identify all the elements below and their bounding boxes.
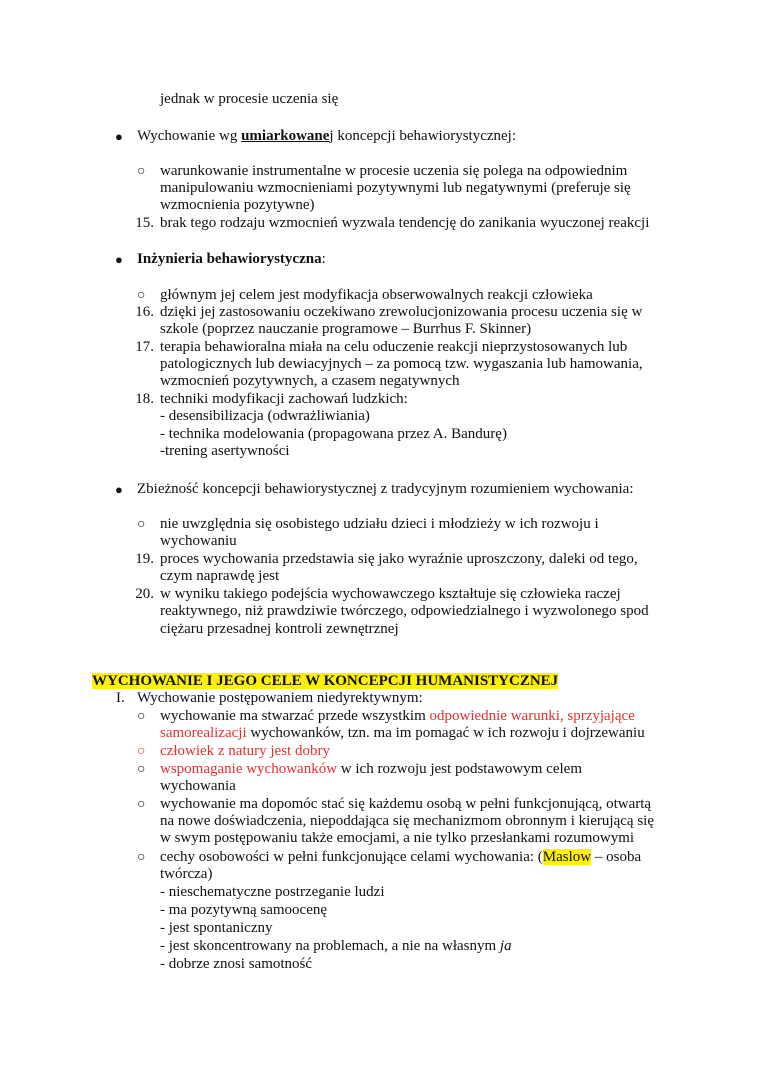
list-item: w wyniku takiego podejścia wychowawczego kształtuje się człowieka raczej	[160, 586, 621, 602]
list-item: człowiek z natury jest dobry	[160, 743, 330, 759]
list-item: wychowaniu	[160, 533, 237, 549]
subheading: Wychowanie postępowaniem niedyrektywnym:	[137, 690, 423, 706]
bullet-icon: ●	[115, 129, 123, 144]
continuation-line: jednak w procesie uczenia się	[160, 91, 339, 107]
list-item: wychowanie ma dopomóc stać się każdemu osobą w pełni funkcjonującą, otwartą	[160, 796, 652, 812]
list-item: - ma pozytywną samoocenę	[160, 902, 328, 918]
list-item: cechy osobowości w pełni funkcjonujące celami wychowania: (Maslow – osoba	[160, 849, 642, 865]
list-number: 19.	[135, 551, 154, 567]
list-item: wzmocnienia pozytywne)	[160, 197, 315, 213]
section-heading: Wychowanie wg umiarkowanej koncepcji behawiorystycznej:	[137, 128, 517, 144]
list-item: patologicznych lub dewiacyjnych – za pomocą tzw. wygaszania lub hamowania,	[160, 356, 643, 372]
circle-bullet-icon: ○	[137, 288, 146, 303]
list-item: -trening asertywności	[160, 443, 290, 459]
list-item: wspomaganie wychowanków w ich rozwoju jest podstawowym celem	[160, 761, 582, 777]
list-item: brak tego rodzaju wzmocnień wyzwala tendencję do zanikania wyuczonej reakcji	[160, 215, 650, 231]
list-item: samorealizacji wychowanków, tzn. ma im pomagać w ich rozwoju i dojrzewaniu	[160, 725, 645, 741]
list-item: głównym jej celem jest modyfikacja obserwowalnych reakcji człowieka	[160, 287, 593, 303]
list-number: 17.	[135, 339, 154, 355]
list-item: szkole (poprzez nauczanie programowe – Burrhus F. Skinner)	[160, 321, 532, 337]
list-number: 20.	[135, 586, 154, 602]
list-item: - desensibilizacja (odwrażliwiania)	[160, 408, 370, 424]
list-item: techniki modyfikacji zachowań ludzkich:	[160, 391, 408, 407]
circle-bullet-icon: ○	[137, 762, 146, 777]
bullet-icon: ●	[115, 252, 123, 267]
list-item: dzięki jej zastosowaniu oczekiwano zrewolucjonizowania procesu uczenia się w	[160, 304, 643, 320]
circle-bullet-icon: ○	[137, 744, 146, 759]
circle-bullet-icon: ○	[137, 797, 146, 812]
list-item: proces wychowania przedstawia się jako wyraźnie uproszczony, daleki od tego,	[160, 551, 638, 567]
roman-numeral: I.	[116, 690, 125, 706]
list-item: - technika modelowania (propagowana przez A. Bandurę)	[160, 426, 507, 442]
section-heading: Inżynieria behawiorystyczna:	[137, 251, 326, 267]
list-item: w swym postępowaniu także emocjami, a nie tylko przesłankami rozumowymi	[160, 830, 635, 846]
list-item: - dobrze znosi samotność	[160, 956, 313, 972]
circle-bullet-icon: ○	[137, 709, 146, 724]
list-item: - jest spontaniczny	[160, 920, 273, 936]
list-number: 15.	[135, 215, 154, 231]
list-item: - nieschematyczne postrzeganie ludzi	[160, 884, 385, 900]
circle-bullet-icon: ○	[137, 517, 146, 532]
list-item: ciężaru przesadnej kontroli zewnętrznej	[160, 621, 399, 637]
list-item: na nowe doświadczenia, niepoddająca się mechanizmom obronnym i kierującą się	[160, 813, 654, 829]
circle-bullet-icon: ○	[137, 850, 146, 865]
circle-bullet-icon: ○	[137, 164, 146, 179]
list-number: 18.	[135, 391, 154, 407]
list-item: wychowanie ma stwarzać przede wszystkim odpowiednie warunki, sprzyjające	[160, 708, 635, 724]
list-number: 16.	[135, 304, 154, 320]
list-item: czym naprawdę jest	[160, 568, 280, 584]
list-item: reaktywnego, niż prawdziwie twórczego, odpowiedzialnego i wyzwolonego spod	[160, 603, 649, 619]
section-title: WYCHOWANIE I JEGO CELE W KONCEPCJI HUMANISTYCZNEJ	[92, 673, 559, 689]
list-item: warunkowanie instrumentalne w procesie uczenia się polega na odpowiednim	[160, 163, 628, 179]
list-item: wychowania	[160, 778, 236, 794]
list-item: wzmocnień pozytywnych, a czasem negatywnych	[160, 373, 460, 389]
list-item: nie uwzględnia się osobistego udziału dzieci i młodzieży w ich rozwoju i	[160, 516, 599, 532]
bullet-icon: ●	[115, 482, 123, 497]
section-heading: Zbieżność koncepcji behawiorystycznej z tradycyjnym rozumieniem wychowania:	[137, 481, 634, 497]
list-item: - jest skoncentrowany na problemach, a nie na własnym ja	[160, 938, 512, 954]
list-item: twórcza)	[160, 866, 213, 882]
list-item: terapia behawioralna miała na celu oduczenie reakcji nieprzystosowanych lub	[160, 339, 628, 355]
list-item: manipulowaniu wzmocnieniami pozytywnymi lub negatywnymi (preferuje się	[160, 180, 631, 196]
